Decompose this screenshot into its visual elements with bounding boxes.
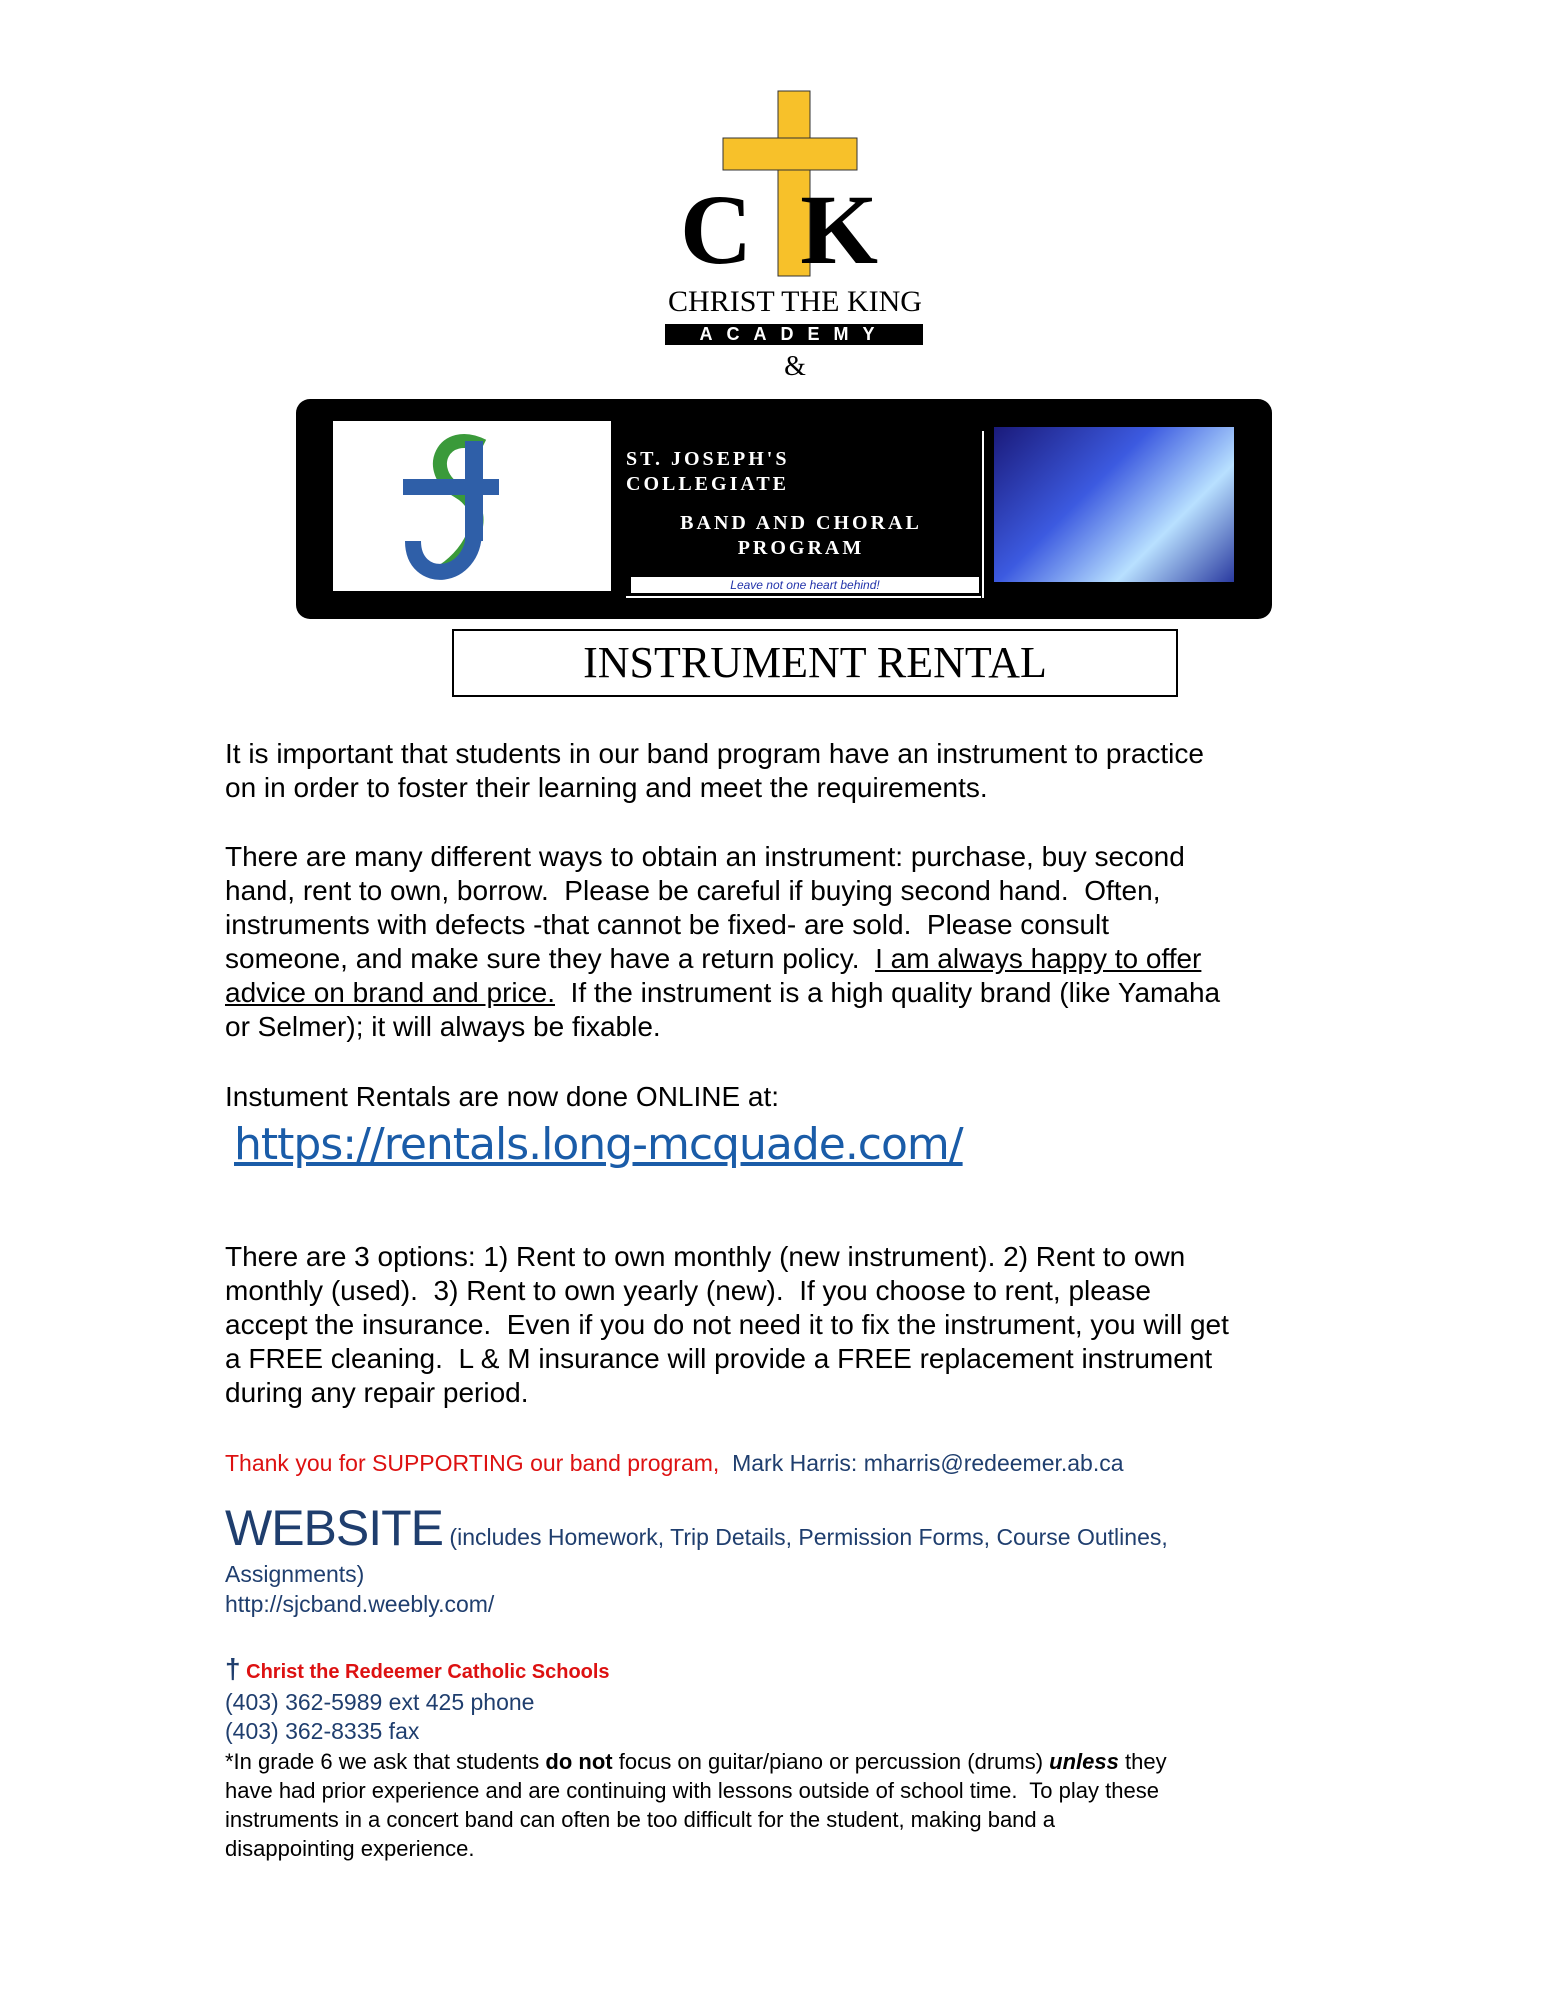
paragraph-line [225, 976, 1220, 1010]
paragraph-line: monthly (used). 3) Rent to own yearly (new). If you choose to rent, please [225, 1275, 1151, 1306]
text: they [1118, 1749, 1167, 1774]
text: If the instrument is a high quality brand (like Yamaha [555, 977, 1221, 1008]
banner-line1: ST. JOSEPH'S [626, 448, 790, 470]
text: focus on guitar/piano or percussion (drums) [612, 1749, 1050, 1774]
sjc-logo [333, 421, 611, 591]
banner-line4: PROGRAM [737, 537, 865, 559]
cross-icon: † [225, 1653, 241, 1684]
divider [626, 596, 981, 598]
rentals-intro: Instument Rentals are now done ONLINE at: [225, 1081, 780, 1112]
text: someone, and make sure they have a return policy. [225, 943, 876, 974]
ampersand: & [784, 351, 806, 382]
paragraph-line: or Selmer); it will always be fixable. [225, 1011, 661, 1042]
paragraph-line: accept the insurance. Even if you do not need it to fix the instrument, you will get [225, 1309, 1229, 1340]
contact-email[interactable]: Mark Harris: mharris@redeemer.ab.ca [732, 1450, 1124, 1476]
district-line [225, 1652, 610, 1689]
thanks-line [225, 1446, 1124, 1480]
website-desc: Assignments) [225, 1561, 365, 1587]
paragraph-line [225, 942, 1201, 976]
paragraph-line: on in order to foster their learning and meet the requirements. [225, 772, 988, 803]
saxophone-image [994, 427, 1234, 582]
paragraph-line: There are many different ways to obtain an instrument: purchase, buy second [225, 841, 1185, 872]
underlined-text: I am always happy to offer [875, 943, 1202, 974]
paragraph-line: instruments with defects -that cannot be fixed- are sold. Please consult [225, 909, 1110, 940]
banner-motto: Leave not one heart behind! [631, 577, 979, 593]
bold-italic-text: unless [1049, 1749, 1119, 1774]
underlined-text: advice on brand and price. [225, 977, 555, 1008]
bold-text: do not [545, 1749, 613, 1774]
banner-line3: BAND AND CHORAL [680, 512, 922, 534]
divider [982, 431, 984, 598]
rentals-link[interactable]: https://rentals.long-mcquade.com/ [234, 1119, 963, 1170]
district-name: Christ the Redeemer Catholic Schools [246, 1661, 610, 1683]
paragraph-line: There are 3 options: 1) Rent to own monthly (new instrument). 2) Rent to own [225, 1241, 1186, 1272]
banner-line2: COLLEGIATE [626, 473, 789, 495]
logo-academy: ACADEMY [665, 324, 923, 345]
website-link[interactable]: http://sjcband.weebly.com/ [225, 1591, 495, 1617]
website-desc: (includes Homework, Trip Details, Permission Forms, Course Outlines, [449, 1524, 1168, 1550]
paragraph-line: during any repair period. [225, 1377, 529, 1408]
footnote-line: instruments in a concert band can often be too difficult for the student, making band a [225, 1807, 1055, 1832]
paragraph-line: hand, rent to own, borrow. Please be careful if buying second hand. Often, [225, 875, 1161, 906]
paragraph-line: It is important that students in our band program have an instrument to practice [225, 738, 1204, 769]
footnote-line [225, 1747, 1167, 1776]
sj-cross-icon [333, 421, 611, 591]
sjc-band-banner [296, 399, 1272, 619]
paragraph-line: a FREE cleaning. L & M insurance will provide a FREE replacement instrument [225, 1343, 1213, 1374]
logo-initials: CK [680, 174, 926, 285]
text: *In grade 6 we ask that students [225, 1749, 546, 1774]
thanks-text: Thank you for SUPPORTING our band program, [225, 1450, 720, 1476]
footnote-line: disappointing experience. [225, 1836, 475, 1861]
logo-name: CHRIST THE KING [668, 285, 922, 318]
website-line [225, 1500, 1168, 1565]
phone: (403) 362-5989 ext 425 phone [225, 1689, 535, 1715]
footnote-line: have had prior experience and are continuing with lessons outside of school time. To play these [225, 1778, 1159, 1803]
christ-the-king-logo [660, 88, 930, 388]
website-heading: WEBSITE [225, 1500, 444, 1556]
fax: (403) 362-8335 fax [225, 1718, 420, 1744]
page-title: INSTRUMENT RENTAL [452, 629, 1178, 697]
